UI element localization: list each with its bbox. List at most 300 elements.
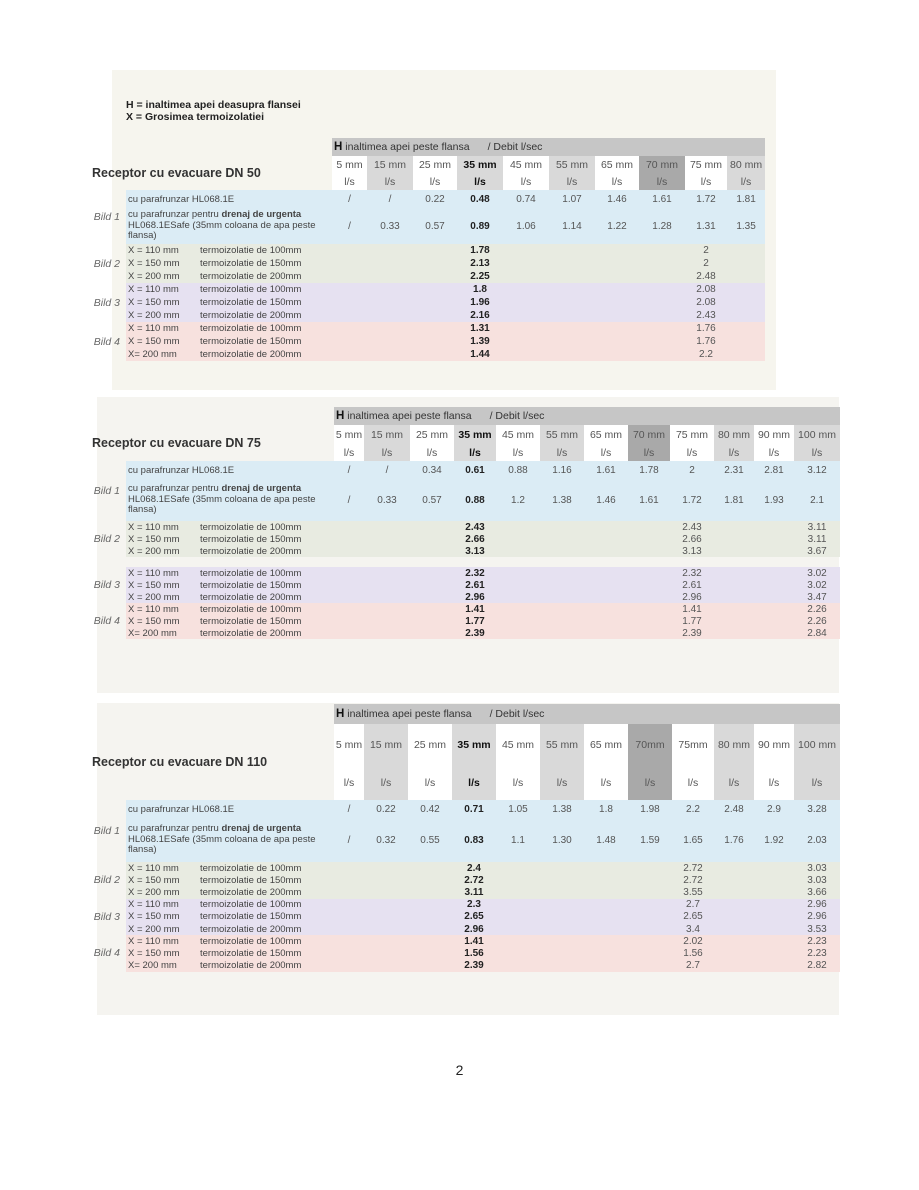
unit-cell: l/s [496, 766, 540, 800]
column-header: 25 mm [408, 724, 452, 766]
column-header: 80 mm [714, 724, 754, 766]
empty-cell [754, 615, 794, 627]
unit-cell: l/s [413, 174, 457, 190]
value-cell: 1.76 [714, 818, 754, 862]
column-header: 70 mm [639, 156, 685, 174]
value-35mm: 1.39 [457, 335, 503, 348]
empty-cell [410, 579, 454, 591]
column-header: 55 mm [549, 156, 595, 174]
row-label-part: cu parafrunzar pentru [128, 823, 222, 835]
column-header: 65 mm [584, 425, 628, 445]
insulation-desc: termoizolatie de 150mm [198, 533, 334, 545]
insulation-row [86, 283, 765, 296]
value-cell: 3.28 [794, 800, 840, 818]
unit-cell: l/s [334, 766, 364, 800]
bild-label: Bild 3 [93, 579, 120, 591]
column-header: 90 mm [754, 425, 794, 445]
empty-cell [364, 533, 410, 545]
empty-cell [628, 911, 672, 923]
insulation-x: X = 150 mm [126, 533, 198, 545]
empty-cell [754, 960, 794, 972]
insulation-row [86, 886, 840, 898]
empty-cell [364, 591, 410, 603]
unit-cell: l/s [549, 174, 595, 190]
empty-cell [549, 257, 595, 270]
insulation-x: X = 200 mm [126, 886, 198, 898]
value-75mm: 2.08 [685, 283, 727, 296]
insulation-x: X = 200 mm [126, 545, 198, 557]
header-h-title [334, 704, 840, 724]
value-cell: 1.92 [754, 818, 794, 862]
insulation-desc: termoizolatie de 200mm [198, 545, 334, 557]
empty-cell [639, 322, 685, 335]
insulation-x: X = 150 mm [126, 296, 198, 309]
header-h-text: inaltimea apei peste flansa [342, 141, 470, 153]
value-75mm: 2.66 [670, 533, 714, 545]
insulation-desc: termoizolatie de 100mm [198, 603, 334, 615]
insulation-row [86, 521, 840, 533]
spec-table-2 [86, 704, 840, 972]
empty-cell [334, 935, 364, 947]
page-number: 2 [455, 1062, 464, 1078]
value-cell: 0.88 [454, 479, 496, 521]
value-cell: 2.81 [754, 461, 794, 479]
empty-cell [334, 627, 364, 639]
empty-cell [639, 335, 685, 348]
empty-cell [496, 579, 540, 591]
value-cell: 2.31 [714, 461, 754, 479]
empty-cell [364, 874, 408, 886]
empty-cell [628, 521, 670, 533]
value-35mm: 2.4 [452, 862, 496, 874]
empty-cell [727, 270, 765, 283]
empty-cell [334, 923, 364, 935]
insulation-desc: termoizolatie de 200mm [198, 270, 332, 283]
insulation-x: X= 200 mm [126, 960, 198, 972]
empty-cell [367, 244, 413, 257]
value-cell: 1.46 [584, 479, 628, 521]
empty-cell [549, 335, 595, 348]
column-header: 45 mm [496, 425, 540, 445]
empty-cell [332, 348, 367, 361]
row-label [126, 818, 334, 862]
value-100mm: 3.03 [794, 862, 840, 874]
row-label-bold: drenaj de urgenta [221, 209, 302, 221]
empty-cell [549, 270, 595, 283]
empty-cell [628, 603, 670, 615]
unit-cell: l/s [672, 766, 714, 800]
empty-cell [496, 862, 540, 874]
empty-cell [549, 283, 595, 296]
empty-cell [584, 886, 628, 898]
data-row-drenaj [86, 208, 765, 244]
value-100mm: 3.11 [794, 521, 840, 533]
empty-cell [334, 960, 364, 972]
value-cell: 1.72 [685, 190, 727, 208]
empty-cell [364, 923, 408, 935]
column-header: 100 mm [794, 724, 840, 766]
data-row-parafrunzar [86, 461, 840, 479]
insulation-x: X = 200 mm [126, 309, 198, 322]
empty-cell [639, 270, 685, 283]
value-75mm: 3.55 [672, 886, 714, 898]
insulation-row [86, 567, 840, 579]
value-35mm: 2.96 [454, 591, 496, 603]
insulation-row [86, 533, 840, 545]
empty-cell [364, 899, 408, 911]
insulation-desc: termoizolatie de 150mm [198, 296, 332, 309]
value-cell: 0.89 [457, 208, 503, 244]
empty-cell [364, 862, 408, 874]
header-h-letter: H [336, 708, 345, 720]
empty-cell [408, 862, 452, 874]
empty-cell [496, 911, 540, 923]
insulation-x: X = 200 mm [126, 591, 198, 603]
insulation-row [86, 947, 840, 959]
empty-cell [334, 899, 364, 911]
insulation-row [86, 335, 765, 348]
empty-cell [628, 960, 672, 972]
column-header: 5 mm [334, 425, 364, 445]
empty-cell [754, 886, 794, 898]
value-cell: 1.65 [672, 818, 714, 862]
value-cell: 0.33 [364, 479, 410, 521]
empty-cell [332, 335, 367, 348]
empty-cell [727, 257, 765, 270]
header-debit-text: / Debit l/sec [487, 141, 543, 153]
value-cell: 1.1 [496, 818, 540, 862]
empty-cell [714, 579, 754, 591]
insulation-desc: termoizolatie de 100mm [198, 862, 334, 874]
value-35mm: 2.3 [452, 899, 496, 911]
column-header: 45 mm [496, 724, 540, 766]
empty-cell [364, 935, 408, 947]
unit-cell: l/s [584, 445, 628, 461]
empty-cell [584, 579, 628, 591]
value-75mm: 1.77 [670, 615, 714, 627]
unit-cell: l/s [503, 174, 549, 190]
row-label-part: cu parafrunzar pentru [128, 209, 222, 221]
value-35mm: 2.61 [454, 579, 496, 591]
empty-cell [628, 935, 672, 947]
header-row [86, 407, 840, 425]
empty-cell [334, 579, 364, 591]
insulation-row [86, 615, 840, 627]
empty-cell [332, 309, 367, 322]
receptor-title: Receptor cu evacuare DN 75 [92, 436, 261, 450]
data-row-drenaj [86, 818, 840, 862]
empty-cell [754, 567, 794, 579]
value-35mm: 2.66 [454, 533, 496, 545]
empty-cell [364, 627, 410, 639]
value-75mm: 2.2 [685, 348, 727, 361]
empty-cell [540, 603, 584, 615]
value-100mm: 2.84 [794, 627, 840, 639]
insulation-desc: termoizolatie de 100mm [198, 899, 334, 911]
empty-cell [540, 886, 584, 898]
column-header: 75 mm [685, 156, 727, 174]
bild-label: Bild 2 [93, 257, 120, 270]
value-cell: 0.83 [452, 818, 496, 862]
empty-cell [714, 935, 754, 947]
empty-cell [754, 603, 794, 615]
insulation-row [86, 911, 840, 923]
empty-cell [332, 322, 367, 335]
value-35mm: 1.8 [457, 283, 503, 296]
bild-label: Bild 1 [93, 825, 120, 837]
value-75mm: 1.56 [672, 947, 714, 959]
empty-cell [334, 874, 364, 886]
row-label-bold: drenaj de urgenta [221, 823, 302, 835]
unit-cell: l/s [584, 766, 628, 800]
empty-cell [364, 960, 408, 972]
empty-cell [413, 309, 457, 322]
empty-cell [714, 960, 754, 972]
value-35mm: 2.25 [457, 270, 503, 283]
empty-cell [410, 591, 454, 603]
value-75mm: 2.02 [672, 935, 714, 947]
empty-cell [628, 579, 670, 591]
row-label-part: HL068.1ESafe (35mm coloana de apa peste flansa) [128, 219, 316, 242]
receptor-title: Receptor cu evacuare DN 50 [92, 166, 261, 180]
insulation-x: X = 110 mm [126, 567, 198, 579]
empty-cell [628, 615, 670, 627]
value-cell: 0.48 [457, 190, 503, 208]
insulation-row [86, 923, 840, 935]
value-cell: 1.35 [727, 208, 765, 244]
data-row-drenaj [86, 479, 840, 521]
bild-label: Bild 4 [93, 947, 120, 960]
insulation-desc: termoizolatie de 200mm [198, 309, 332, 322]
value-cell: 0.88 [496, 461, 540, 479]
value-cell: 0.32 [364, 818, 408, 862]
bild-label: Bild 3 [93, 296, 120, 309]
column-header: 45 mm [503, 156, 549, 174]
empty-cell [503, 283, 549, 296]
empty-cell [595, 283, 639, 296]
empty-cell [540, 615, 584, 627]
empty-cell [584, 960, 628, 972]
empty-cell [334, 591, 364, 603]
empty-cell [540, 960, 584, 972]
empty-cell [503, 322, 549, 335]
empty-cell [413, 335, 457, 348]
insulation-row [86, 603, 840, 615]
value-35mm: 2.39 [452, 960, 496, 972]
empty-cell [364, 615, 410, 627]
unit-cell: l/s [334, 445, 364, 461]
value-35mm: 2.72 [452, 874, 496, 886]
insulation-x: X = 110 mm [126, 521, 198, 533]
insulation-row [86, 627, 840, 639]
insulation-x: X= 200 mm [126, 348, 198, 361]
column-header: 5 mm [332, 156, 367, 174]
empty-cell [584, 862, 628, 874]
empty-cell [754, 899, 794, 911]
empty-cell [584, 615, 628, 627]
unit-cell: l/s [714, 766, 754, 800]
empty-cell [367, 270, 413, 283]
value-100mm: 2.96 [794, 899, 840, 911]
empty-cell [540, 567, 584, 579]
insulation-x: X = 110 mm [126, 862, 198, 874]
empty-cell [540, 947, 584, 959]
empty-cell [540, 911, 584, 923]
empty-cell [595, 257, 639, 270]
empty-cell [367, 335, 413, 348]
value-cell: 0.34 [410, 461, 454, 479]
bild-label: Bild 2 [93, 874, 120, 887]
empty-cell [714, 874, 754, 886]
column-header: 80 mm [727, 156, 765, 174]
data-row-parafrunzar [86, 800, 840, 818]
column-header: 35 mm [457, 156, 503, 174]
value-cell: 1.61 [628, 479, 670, 521]
value-35mm: 1.78 [457, 244, 503, 257]
value-35mm: 1.96 [457, 296, 503, 309]
unit-cell: l/s [408, 766, 452, 800]
value-cell: 1.48 [584, 818, 628, 862]
bild-label: Bild 1 [93, 485, 120, 497]
unit-cell: l/s [670, 445, 714, 461]
empty-cell [639, 244, 685, 257]
value-100mm: 3.03 [794, 874, 840, 886]
empty-cell [727, 309, 765, 322]
column-header: 55 mm [540, 425, 584, 445]
empty-cell [364, 579, 410, 591]
insulation-row [86, 322, 765, 335]
unit-cell: l/s [628, 445, 670, 461]
column-header: 15 mm [364, 425, 410, 445]
empty-cell [595, 244, 639, 257]
empty-cell [727, 348, 765, 361]
empty-cell [496, 615, 540, 627]
column-header: 25 mm [413, 156, 457, 174]
header-spacer [86, 407, 334, 425]
insulation-row [86, 296, 765, 309]
insulation-row [86, 591, 840, 603]
column-header: 80 mm [714, 425, 754, 445]
insulation-desc: termoizolatie de 150mm [198, 615, 334, 627]
insulation-x: X= 200 mm [126, 627, 198, 639]
empty-cell [727, 322, 765, 335]
empty-cell [540, 899, 584, 911]
value-cell: 1.78 [628, 461, 670, 479]
value-75mm: 2.96 [670, 591, 714, 603]
empty-cell [413, 348, 457, 361]
value-cell: 1.81 [727, 190, 765, 208]
data-row-parafrunzar [86, 190, 765, 208]
value-cell: 1.38 [540, 800, 584, 818]
empty-cell [549, 348, 595, 361]
insulation-desc: termoizolatie de 100mm [198, 283, 332, 296]
insulation-desc: termoizolatie de 200mm [198, 591, 334, 603]
empty-cell [628, 899, 672, 911]
value-cell: 1.46 [595, 190, 639, 208]
value-cell: / [334, 818, 364, 862]
empty-cell [639, 296, 685, 309]
value-75mm: 2.72 [672, 874, 714, 886]
insulation-desc: termoizolatie de 200mm [198, 886, 334, 898]
empty-cell [714, 923, 754, 935]
empty-cell [639, 283, 685, 296]
value-cell: 1.59 [628, 818, 672, 862]
empty-cell [714, 545, 754, 557]
empty-cell [714, 862, 754, 874]
value-cell: 0.57 [410, 479, 454, 521]
empty-cell [332, 257, 367, 270]
value-75mm: 2.48 [685, 270, 727, 283]
empty-cell [408, 874, 452, 886]
empty-cell [334, 911, 364, 923]
empty-cell [754, 533, 794, 545]
empty-cell [496, 886, 540, 898]
empty-cell [413, 244, 457, 257]
empty-cell [496, 545, 540, 557]
unit-cell: l/s [540, 766, 584, 800]
empty-cell [364, 567, 410, 579]
empty-cell [410, 533, 454, 545]
value-cell: 1.72 [670, 479, 714, 521]
empty-cell [540, 874, 584, 886]
empty-cell [714, 591, 754, 603]
value-75mm: 3.4 [672, 923, 714, 935]
empty-cell [496, 521, 540, 533]
value-75mm: 2.7 [672, 899, 714, 911]
value-35mm: 2.16 [457, 309, 503, 322]
empty-cell [584, 627, 628, 639]
empty-cell [584, 935, 628, 947]
value-cell: 0.74 [503, 190, 549, 208]
empty-cell [540, 627, 584, 639]
insulation-x: X = 110 mm [126, 283, 198, 296]
insulation-row [86, 309, 765, 322]
empty-cell [628, 886, 672, 898]
value-cell: 1.2 [496, 479, 540, 521]
insulation-desc: termoizolatie de 150mm [198, 911, 334, 923]
empty-cell [496, 627, 540, 639]
value-35mm: 1.31 [457, 322, 503, 335]
value-100mm: 3.66 [794, 886, 840, 898]
value-cell: 2.03 [794, 818, 840, 862]
empty-cell [334, 947, 364, 959]
unit-cell: l/s [754, 766, 794, 800]
unit-cell: l/s [454, 445, 496, 461]
unit-cell: l/s [452, 766, 496, 800]
insulation-x: X = 150 mm [126, 947, 198, 959]
value-cell: / [334, 461, 364, 479]
empty-cell [364, 545, 410, 557]
value-75mm: 2.61 [670, 579, 714, 591]
value-cell: 0.71 [452, 800, 496, 818]
unit-cell: l/s [496, 445, 540, 461]
value-cell: 1.16 [540, 461, 584, 479]
empty-cell [754, 521, 794, 533]
value-100mm: 3.47 [794, 591, 840, 603]
unit-cell: l/s [595, 174, 639, 190]
value-100mm: 3.02 [794, 579, 840, 591]
insulation-desc: termoizolatie de 200mm [198, 960, 334, 972]
value-cell: / [334, 800, 364, 818]
column-header: 55 mm [540, 724, 584, 766]
insulation-x: X = 150 mm [126, 615, 198, 627]
empty-cell [408, 960, 452, 972]
row-label [126, 479, 334, 521]
empty-cell [714, 567, 754, 579]
value-35mm: 1.41 [454, 603, 496, 615]
insulation-desc: termoizolatie de 150mm [198, 257, 332, 270]
value-cell: 1.61 [639, 190, 685, 208]
